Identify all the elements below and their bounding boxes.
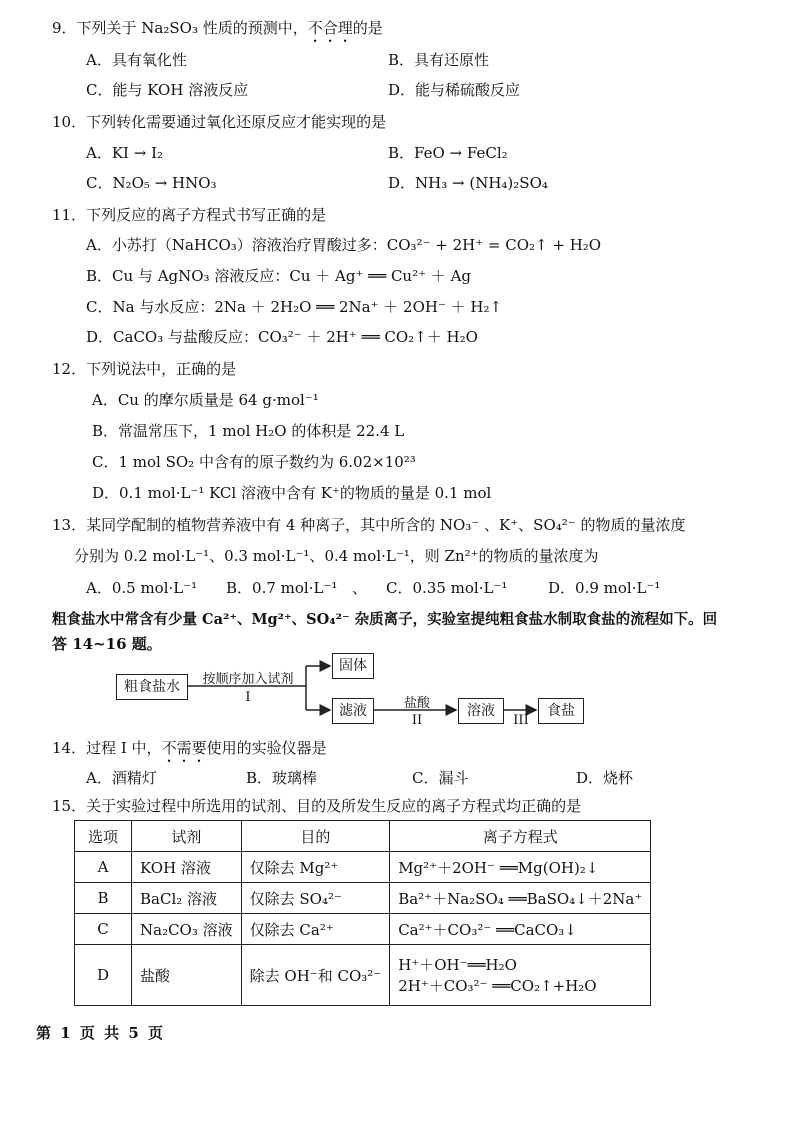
row-d-reagent: 盐酸 [132,945,242,1006]
process-flowchart [116,652,596,730]
table-header-option: 选项 [75,821,132,852]
q10-option-d: D．NH₃ → (NH₄)₂SO₄ [388,174,548,192]
q10-option-b: B．FeO → FeCl₂ [388,144,508,162]
q9-option-c: C．能与 KOH 溶液反应 [86,81,249,99]
q13-separator: 、 [352,579,368,597]
q14-option-b: B．玻璃棒 [246,769,318,787]
passage-intro-line1: 粗食盐水中常含有少量 Ca²⁺、Mg²⁺、SO₄²⁻ 杂质离子，实验室提纯粗食盐水制取食盐的流程如下。回 [52,611,718,628]
page-footer: 第 1 页 共 5 页 [36,1024,165,1042]
row-d-key: D [75,945,132,1006]
q10-option-a: A．KI → I₂ [86,144,164,162]
row-d-purpose: 除去 OH⁻和 CO₃²⁻ [241,945,390,1006]
row-b-purpose: 仅除去 SO₄²⁻ [241,883,390,914]
q14-emphasis: 不需要 [161,739,207,757]
q13-option-d: D．0.9 mol·L⁻¹ [548,579,661,597]
q9-emphasis: 不合理 [307,19,353,37]
table-header-reagent: 试剂 [132,821,242,852]
q13-stem-line1: 13．某同学配制的植物营养液中有 4 种离子，其中所含的 NO₃⁻ 、K⁺、SO₄²⁻ 的物质的量浓度 [52,516,686,534]
q10-stem: 10．下列转化需要通过氧化还原反应才能实现的是 [52,113,387,131]
flow-step1-number: I [245,690,251,705]
row-c-purpose: 仅除去 Ca²⁺ [241,914,390,945]
table-header-row [75,821,651,852]
q12-option-a: A．Cu 的摩尔质量是 64 g·mol⁻¹ [92,391,319,409]
q9-option-b: B．具有还原性 [388,51,490,69]
row-b-key: B [75,883,132,914]
q12-option-c: C．1 mol SO₂ 中含有的原子数约为 6.02×10²³ [92,453,416,471]
q13-stem-line2: 分别为 0.2 mol·L⁻¹、0.3 mol·L⁻¹、0.4 mol·L⁻¹，则 Zn²⁺的物质的量浓度为 [74,547,599,565]
table-header-purpose: 目的 [241,821,390,852]
flow-step1-label: 按顺序加入试剂 [202,672,294,687]
q15-table [74,820,651,1006]
row-d-equation-line1: H⁺＋OH⁻══H₂O [398,956,517,974]
row-d-equation-line2: 2H⁺＋CO₃²⁻ ══CO₂↑+H₂O [398,977,597,995]
q14-option-a: A．酒精灯 [86,769,157,787]
q11-option-a: A．小苏打（NaHCO₃）溶液治疗胃酸过多：CO₃²⁻ + 2H⁺ = CO₂↑ + H₂O [86,236,602,254]
q9-stem: 9．下列关于 Na₂SO₃ 性质的预测中，不合理的是 [52,19,383,37]
flow-box-crude-brine: 粗食盐水 [116,674,188,700]
row-a-reagent: KOH 溶液 [132,852,242,883]
row-a-key: A [75,852,132,883]
row-b-equation: Ba²⁺＋Na₂SO₄ ══BaSO₄↓＋2Na⁺ [390,883,651,914]
table-row [75,945,651,1006]
q11-stem: 11．下列反应的离子方程式书写正确的是 [52,206,327,224]
flow-step2-label: 盐酸 [403,696,430,711]
flow-step2-number: II [411,713,423,728]
row-c-reagent: Na₂CO₃ 溶液 [132,914,242,945]
q9-option-d: D．能与稀硫酸反应 [388,81,521,99]
q11-option-c: C．Na 与水反应：2Na ＋ 2H₂O ══ 2Na⁺ ＋ 2OH⁻ ＋ H₂↑ [86,298,503,316]
q9-option-a: A．具有氧化性 [86,51,187,69]
flow-box-solid: 固体 [332,653,374,679]
q14-option-c: C．漏斗 [412,769,469,787]
row-c-key: C [75,914,132,945]
q15-stem: 15．关于实验过程中所选用的试剂、目的及所发生反应的离子方程式均正确的是 [52,797,582,815]
q12-option-d: D．0.1 mol·L⁻¹ KCl 溶液中含有 K⁺的物质的量是 0.1 mol [92,484,492,502]
q13-option-c: C．0.35 mol·L⁻¹ [386,579,508,597]
flow-step3-number: III [513,713,529,728]
flow-box-salt: 食盐 [538,698,584,724]
q10-option-c: C．N₂O₅ → HNO₃ [86,174,217,192]
table-row [75,914,651,945]
q12-option-b: B．常温常压下，1 mol H₂O 的体积是 22.4 L [92,422,405,440]
q13-option-a: A．0.5 mol·L⁻¹ [86,579,198,597]
q11-option-d: D．CaCO₃ 与盐酸反应：CO₃²⁻ ＋ 2H⁺ ══ CO₂↑＋ H₂O [86,328,478,346]
row-d-equation [390,945,651,1006]
flow-box-solution: 溶液 [458,698,504,724]
table-row [75,883,651,914]
table-row [75,852,651,883]
row-a-purpose: 仅除去 Mg²⁺ [241,852,390,883]
q11-option-b: B．Cu 与 AgNO₃ 溶液反应：Cu ＋ Ag⁺ ══ Cu²⁺ ＋ Ag [86,267,471,285]
table-header-equation: 离子方程式 [390,821,651,852]
row-c-equation: Ca²⁺＋CO₃²⁻ ══CaCO₃↓ [390,914,651,945]
row-b-reagent: BaCl₂ 溶液 [132,883,242,914]
passage-intro-line2: 答 14~16 题。 [52,635,162,653]
row-a-equation: Mg²⁺＋2OH⁻ ══Mg(OH)₂↓ [390,852,651,883]
q14-stem: 14．过程 I 中，不需要使用的实验仪器是 [52,739,327,757]
q13-option-b: B．0.7 mol·L⁻¹ [226,579,338,597]
flow-box-filtrate: 滤液 [332,698,374,724]
q14-option-d: D．烧杯 [576,769,634,787]
q12-stem: 12．下列说法中，正确的是 [52,360,237,378]
